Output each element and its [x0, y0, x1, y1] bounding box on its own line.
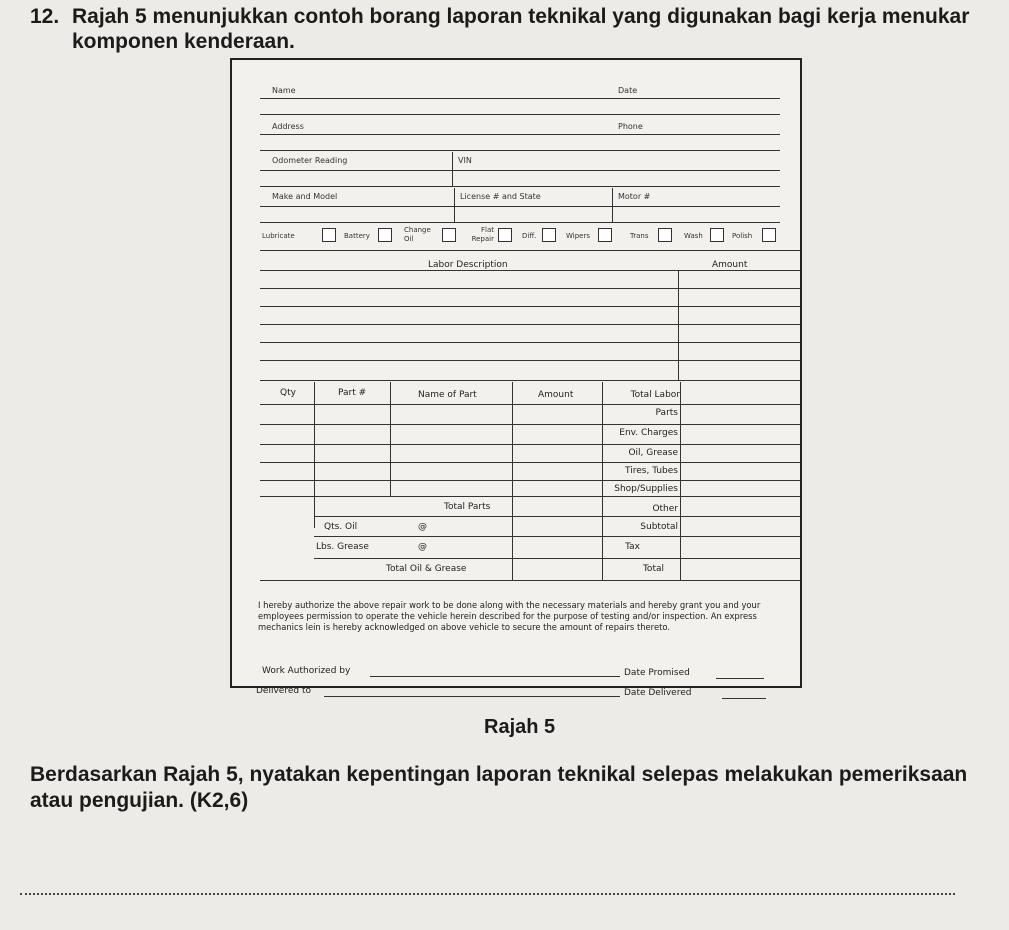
name-of-part-header: Name of Part: [418, 390, 477, 400]
parts-amount-header: Amount: [538, 390, 574, 400]
date-delivered-label: Date Delivered: [624, 688, 692, 698]
service-flat-repair-label: Flat Repair: [471, 226, 494, 243]
delivered-to-label: Delivered to: [256, 686, 311, 696]
phone-label: Phone: [618, 122, 643, 131]
checkbox-lubricate[interactable]: [322, 228, 336, 242]
date-promised-field[interactable]: [716, 678, 764, 679]
amount-header: Amount: [712, 260, 748, 270]
question-text: Rajah 5 menunjukkan contoh borang laporan teknikal yang digunakan bagi kerja menukar komponen kenderaan.: [72, 5, 970, 53]
odometer-label: Odometer Reading: [272, 156, 348, 165]
summary-parts: Parts: [655, 408, 678, 418]
work-authorized-label: Work Authorized by: [262, 666, 351, 676]
instruction-text: Berdasarkan Rajah 5, nyatakan kepentingan laporan teknikal selepas melakukan pemeriksaan atau pengujian. (K2,6): [30, 763, 968, 812]
summary-other: Other: [652, 504, 678, 514]
summary-tax: Tax: [625, 542, 640, 552]
date-promised-label: Date Promised: [624, 668, 690, 678]
checkbox-change-oil[interactable]: [442, 228, 456, 242]
service-wash-label: Wash: [684, 232, 703, 240]
work-authorized-field[interactable]: [370, 676, 620, 677]
service-polish-label: Polish: [732, 232, 753, 240]
checkbox-polish[interactable]: [762, 228, 776, 242]
name-label: Name: [272, 86, 296, 95]
summary-env-charges: Env. Charges: [619, 428, 678, 438]
checkbox-wash[interactable]: [710, 228, 724, 242]
summary-oil-grease: Oil, Grease: [628, 448, 678, 458]
license-label: License # and State: [460, 192, 541, 201]
qty-header: Qty: [280, 388, 296, 398]
summary-total: Total: [642, 564, 664, 574]
checkbox-flat-repair[interactable]: [498, 228, 512, 242]
summary-subtotal: Subtotal: [640, 522, 678, 532]
labor-description-header: Labor Description: [428, 260, 508, 270]
question-number: 12.: [30, 5, 60, 28]
grease-at-symbol: @: [418, 542, 427, 552]
delivered-to-field[interactable]: [324, 696, 620, 697]
address-label: Address: [272, 122, 304, 131]
date-label: Date: [618, 86, 638, 95]
checkbox-trans[interactable]: [658, 228, 672, 242]
total-oil-grease-label: Total Oil & Grease: [386, 564, 467, 574]
summary-total-labor: Total Labor: [630, 390, 680, 400]
oil-at-symbol: @: [418, 522, 427, 532]
vin-label: VIN: [458, 156, 472, 165]
service-wipers-label: Wipers: [566, 232, 590, 240]
date-delivered-field[interactable]: [722, 698, 766, 699]
part-number-header: Part #: [338, 388, 367, 398]
qts-oil-label: Qts. Oil: [324, 522, 358, 532]
checkbox-wipers[interactable]: [598, 228, 612, 242]
total-parts-label: Total Parts: [444, 502, 491, 512]
lbs-grease-label: Lbs. Grease: [316, 542, 369, 552]
authorization-statement: I hereby authorize the above repair work to be done along with the necessary materials and hereby grant you and your employees permission to operate the vehicle herein described for the purpose of testing and/or inspection. An express mechanics lein is hereby acknowledged on above vehicle to secure the amount of repairs thereto.: [258, 600, 761, 632]
motor-label: Motor #: [618, 192, 651, 201]
answer-line[interactable]: [20, 893, 955, 895]
technical-report-form: [230, 58, 802, 698]
checkbox-diff[interactable]: [542, 228, 556, 242]
make-model-label: Make and Model: [272, 192, 338, 201]
service-lubricate-label: Lubricate: [262, 232, 295, 240]
service-trans-label: Trans: [630, 232, 649, 240]
checkbox-battery[interactable]: [378, 228, 392, 242]
summary-shop-supplies: Shop/Supplies: [614, 484, 678, 494]
service-change-oil-label: Change Oil: [404, 226, 431, 243]
summary-tires-tubes: Tires, Tubes: [625, 466, 678, 476]
service-battery-label: Battery: [344, 232, 370, 240]
service-diff-label: Diff.: [522, 232, 537, 240]
figure-caption: Rajah 5: [484, 716, 556, 738]
